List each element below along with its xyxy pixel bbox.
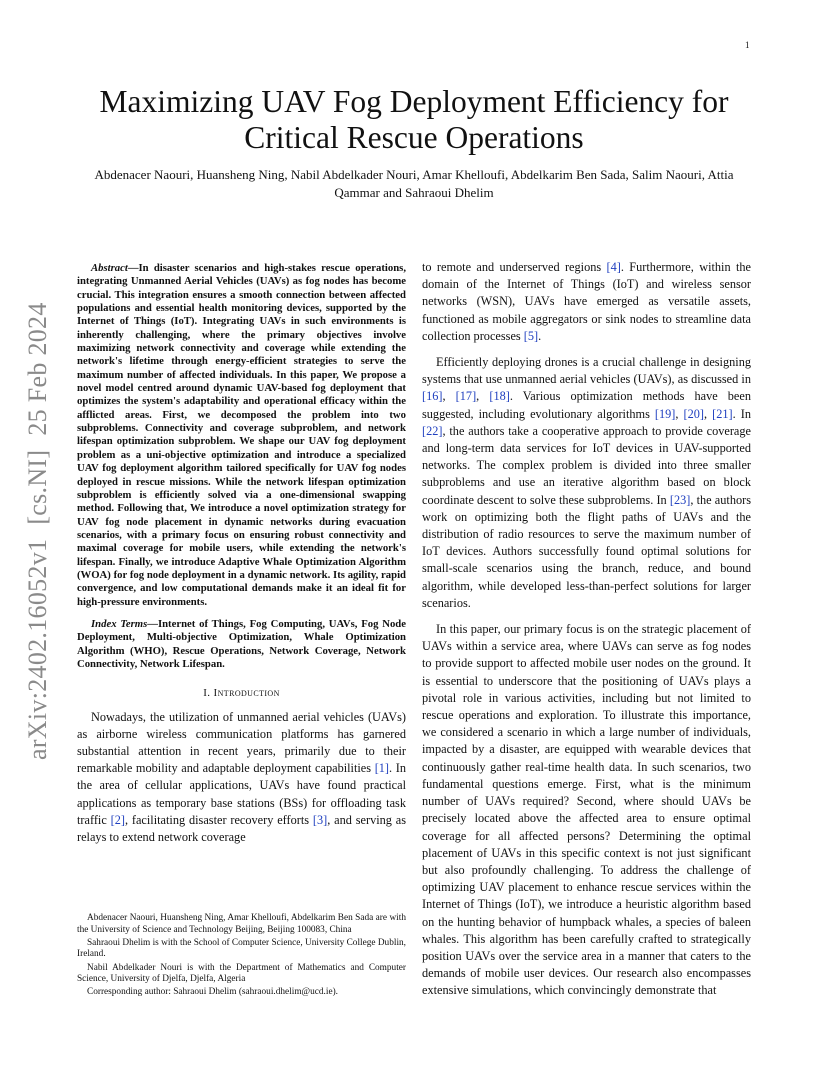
citation-link[interactable]: [18] — [489, 389, 510, 404]
citation-link[interactable]: [22] — [422, 423, 443, 438]
text-run: . — [538, 328, 542, 343]
author-list: Abdenacer Naouri, Huansheng Ning, Nabil Abdelkader Nouri, Amar Khelloufi, Abdelkarim Ben Sada, Salim Naouri, Attia Qammar and Sahraoui Dhelim — [94, 167, 734, 200]
footnote-corresponding-author: Corresponding author: Sahraoui Dhelim (sahraoui.dhelim@ucd.ie). — [87, 987, 338, 998]
body-paragraph-continuation — [422, 259, 751, 345]
body-paragraph-contribution: In this paper, our primary focus is on the strategic placement of UAVs within a service area, where UAVs can serve as fog nodes to provide support to affected mobile user nodes on the ground. It is essential to underscore that the positioning of UAVs plays a pivotal role in various activities, including but not limited to rescue operations and exploration. To illustrate this importance, we considered a scenario in which a large number of individuals, impacted by a disaster, are equipped with wearable devices that continuously gather real-time health data. In such scenarios, two fundamental questions emerge. First, what is the minimum number of UAVs required? Second, where should UAVs be precisely located above the affected area to ensure optimal coverage for all affected persons? Determining the optimal placement of UAVs in this specific context is not just significant but also profoundly challenging. To address the challenge of optimizing UAV placement to enhance rescue services within the Internet of Things (IoT), we introduce a heuristic algorithm based on the hunting behavior of humpback whales, a species of baleen whales. This algorithm has been carefully crafted to strategically position UAVs over the service area in a manner that caters to the demands of mobile user devices. Our research also encompasses extensive simulations, which convincingly demonstrate that — [422, 622, 751, 998]
citation-link[interactable]: [3] — [312, 812, 328, 827]
arxiv-category: [cs.NI] — [23, 449, 52, 525]
footnote-affiliation-ustb: Abdenacer Naouri, Huansheng Ning, Amar Khelloufi, Abdelkarim Ben Sada are with the University of Science and Technology Beijing, Beijing 100083, China — [77, 913, 406, 935]
text-run: , the authors take a cooperative approach to provide coverage and long-term data services for IoT devices in UAV-supported networks. The complex problem is divided into three smaller subproblems and use an iterative algorithm based on block coordinate descent to solve these subproblems. In — [422, 423, 751, 507]
abstract-text: —In disaster scenarios and high-stakes rescue operations, integrating Unmanned Aerial Vehicles (UAVs) as fog nodes has become crucial. This integration ensures a smooth connection between affected populations and essential health monitoring devices, supported by the Internet of Things (IoT). Integrating UAVs in such environments is inherently challenging, where the primary objectives involve maximizing network connectivity and coverage while extending the network's lifetime through energy-efficient strategies to serve the maximum number of affected individuals. In this paper, We propose a novel model centred around dynamic UAV-based fog deployment that optimizes the system's adaptability and operational efficacy within the afflicted areas. First, we decomposed the problem into two subproblems. Connectivity and coverage subproblem, and network lifespan optimization subproblem. We shape our UAV fog deployment problem as a uni-objective optimization and introduce a specialized UAV fog deployment algorithm tailored specifically for UAV fog nodes deployed in rescue missions. While the network lifespan optimization subproblem is efficiently solved via a one-dimensional swapping method. Following that, We introduce a novel optimization strategy for UAV fog node placement in dynamic networks during evacuation scenarios, with a primary focus on ensuring robust connectivity and maximal coverage for mobile users, while extending the network's lifespan. Finally, we introduce Adaptive Whale Optimization Algorithm (WOA) for fog node deployment in a dynamic network. Its agility, rapid convergence, and low computational demands make it an ideal fit for high-pressure environments. — [77, 262, 406, 608]
citation-link[interactable]: [5] — [523, 328, 539, 343]
footnotes — [77, 913, 406, 1001]
citation-link[interactable]: [2] — [110, 812, 125, 827]
intro-paragraph-1 — [77, 709, 406, 847]
index-terms — [77, 618, 406, 671]
index-terms-label: Index Terms — [91, 617, 148, 630]
text-run: , the authors work on optimizing both the flight paths of UAVs and the distribution of radio resources to serve the maximum number of IoT devices. Authors successfully found optimal solutions for small-scale scenarios using the branch, reduce, and bound algorithm, while developed less-than-perfect solutions for larger scenarios. — [422, 492, 751, 610]
text-run: to remote and underserved regions — [422, 260, 607, 274]
text-run: . Various optimization methods have been suggested, including evolutionary algorithms — [422, 389, 751, 421]
footnote-affiliation-ucd: Sahraoui Dhelim is with the School of Computer Science, University College Dublin, Ireland. — [77, 937, 406, 960]
citation-link[interactable]: [23] — [669, 492, 691, 507]
citation-link[interactable]: [16] — [422, 389, 443, 404]
arxiv-date: 25 Feb 2024 — [23, 302, 52, 436]
right-column — [422, 259, 751, 1009]
text-run: Efficiently deploying drones is a crucial challenge in designing systems that use unmanned aerial vehicles (UAVs), as discussed in — [422, 355, 751, 387]
text-run: , — [442, 389, 456, 404]
section-heading-introduction: I. Introduction — [203, 687, 280, 700]
citation-link[interactable]: [4] — [606, 260, 621, 274]
text-run: , — [675, 406, 684, 421]
abstract — [77, 262, 406, 609]
text-run: , — [476, 389, 490, 404]
text-run: Nowadays, the utilization of unmanned aerial vehicles (UAVs) as airborne wireless communication platforms has garnered substantial attention in recent years, primarily due to their remarkable mobility and adaptable deployment capabilities — [77, 709, 406, 776]
text-run: , facilitating disaster recovery efforts — [124, 812, 313, 827]
text-run: , and serving as relays to extend network coverage — [77, 812, 407, 844]
citation-link[interactable]: [20] — [683, 406, 705, 421]
abstract-label: Abstract — [91, 262, 128, 274]
footnote-affiliation-djelfa: Nabil Abdelkader Nouri is with the Department of Mathematics and Computer Science, University of Djelfa, Djelfa, Algeria — [77, 962, 406, 985]
body-paragraph-related-work — [422, 354, 751, 612]
text-run: . Furthermore, within the domain of the Internet of Things (IoT) and wireless sensor networks (WSN), UAVs have emerged as versatile assets, functioned as mobile aggregators or sink nodes to streamline data collection processes — [422, 260, 751, 343]
arxiv-id: arXiv:2402.16052v1 — [23, 538, 52, 760]
text-run: , — [704, 406, 713, 421]
paper-title: Maximizing UAV Fog Deployment Efficiency for Critical Rescue Operations — [99, 84, 729, 155]
left-column — [77, 262, 406, 855]
text-run: . In — [732, 406, 751, 421]
citation-link[interactable]: [1] — [374, 761, 390, 776]
arxiv-identifier-stamp — [14, 240, 62, 760]
citation-link[interactable]: [17] — [455, 389, 477, 404]
page-number: 1 — [745, 40, 750, 50]
citation-link[interactable]: [19] — [654, 406, 676, 421]
citation-link[interactable]: [21] — [712, 406, 733, 421]
text-run: . In the area of cellular applications, UAVs have found practical applications as temporary base stations (BSs) for offloading task traffic — [77, 761, 406, 827]
index-terms-text: —Internet of Things, Fog Computing, UAVs, Fog Node Deployment, Multi-objective Optimization, Whale Optimization Algorithm (WHO), Rescue Operations, Network Coverage, Network Connectivity, Network Lifespan. — [77, 617, 406, 670]
